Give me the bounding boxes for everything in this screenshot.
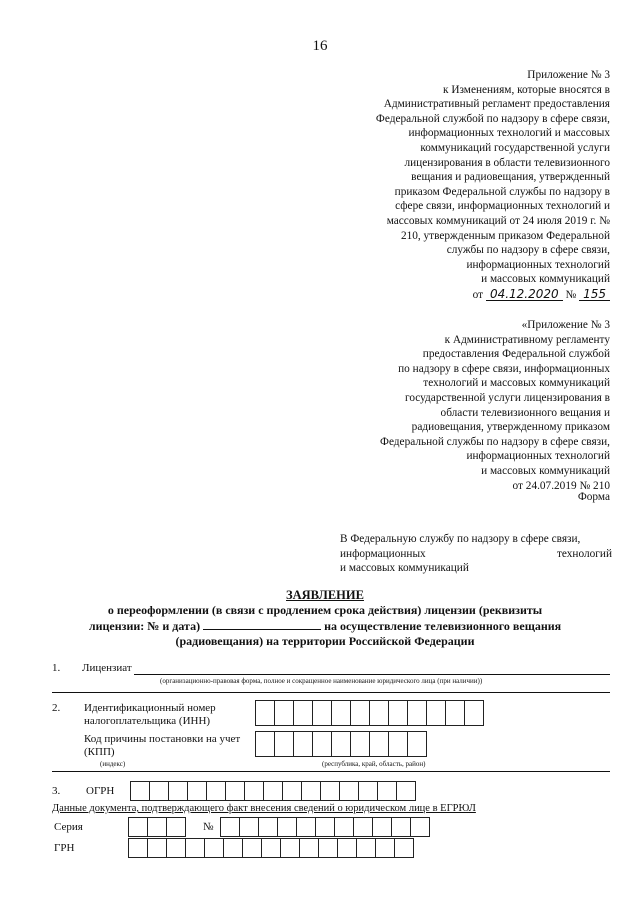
ogrn-cell[interactable]	[282, 781, 302, 801]
title-line-2	[40, 618, 610, 634]
grn-cell[interactable]	[204, 838, 224, 858]
kpp-label	[84, 733, 240, 759]
doc-number-cell[interactable]	[410, 817, 430, 837]
kpp-cell[interactable]	[255, 731, 275, 757]
addressee-word: технологий	[556, 547, 612, 560]
inn-label	[84, 702, 216, 728]
application-title	[40, 588, 610, 649]
license-details-blank[interactable]	[203, 618, 321, 630]
appendix-line: вещания и радиовещания, утвержденный	[411, 171, 610, 184]
handwritten-date: 04.12.2020	[486, 288, 563, 301]
ogrn-cell[interactable]	[320, 781, 340, 801]
series-input[interactable]	[128, 817, 185, 837]
grn-cell[interactable]	[223, 838, 243, 858]
licensee-label: Лицензиат	[82, 662, 132, 674]
kpp-cell[interactable]	[293, 731, 313, 757]
ogrn-cell[interactable]	[244, 781, 264, 801]
section-divider	[52, 692, 610, 693]
regulation-line: Федеральной службы по надзору в сфере связи,	[380, 435, 610, 448]
doc-number-cell[interactable]	[353, 817, 373, 837]
series-cell[interactable]	[147, 817, 167, 837]
inn-cell[interactable]	[350, 700, 370, 726]
ogrn-cell[interactable]	[358, 781, 378, 801]
doc-number-cell[interactable]	[258, 817, 278, 837]
addressee-block	[340, 532, 612, 576]
series-label: Серия	[54, 821, 83, 833]
page-number: 16	[312, 38, 328, 54]
inn-input[interactable]	[255, 700, 483, 726]
regulation-line: государственной услуги лицензирования в	[404, 391, 610, 404]
inn-label-line: Идентификационный номер	[84, 702, 216, 714]
grn-cell[interactable]	[318, 838, 338, 858]
inn-cell[interactable]	[331, 700, 351, 726]
appendix-line: к Изменениям, которые вносятся в	[443, 83, 610, 96]
ogrn-cell[interactable]	[130, 781, 150, 801]
ogrn-input[interactable]	[130, 781, 415, 801]
addressee-row	[340, 547, 612, 562]
grn-cell[interactable]	[185, 838, 205, 858]
form-label: Форма	[577, 491, 610, 503]
inn-cell[interactable]	[274, 700, 294, 726]
appendix-line: лицензирования в области телевизионного	[404, 156, 610, 169]
doc-number-cell[interactable]	[315, 817, 335, 837]
region-hint: (республика, край, область, район)	[322, 760, 426, 768]
doc-number-cell[interactable]	[296, 817, 316, 837]
doc-number-cell[interactable]	[220, 817, 240, 837]
appendix-line: и массовых коммуникаций	[481, 273, 610, 286]
number-sign: №	[565, 288, 577, 301]
appendix-line: Приложение № 3	[527, 69, 610, 81]
kpp-cell[interactable]	[407, 731, 427, 757]
title-line: о переоформлении (в связи с продлением срока действия) лицензии (реквизиты	[107, 603, 543, 617]
series-cell[interactable]	[166, 817, 186, 837]
kpp-cell[interactable]	[274, 731, 294, 757]
kpp-input[interactable]	[255, 731, 426, 757]
kpp-label-line: (КПП)	[84, 746, 115, 758]
appendix-regulation-block	[380, 318, 610, 493]
addressee-line: В Федеральную службу по надзору в сфере связи,	[340, 533, 581, 545]
kpp-cell[interactable]	[350, 731, 370, 757]
section2-number: 2.	[52, 702, 61, 714]
regulation-line: информационных технологий	[466, 450, 610, 463]
regulation-line: области телевизионного вещания и	[440, 406, 610, 419]
appendix-line: Административный регламент предоставления	[383, 98, 610, 111]
grn-cell[interactable]	[242, 838, 262, 858]
grn-label: ГРН	[54, 842, 75, 854]
inn-cell[interactable]	[407, 700, 427, 726]
title-part: на осуществление телевизионного вещания	[324, 619, 562, 633]
ogrn-cell[interactable]	[396, 781, 416, 801]
kpp-cell[interactable]	[369, 731, 389, 757]
title-part: лицензии: № и дата)	[88, 619, 201, 633]
regulation-line: радиовещания, утвержденному приказом	[411, 421, 610, 434]
appendix-line: коммуникаций государственной услуги	[420, 141, 610, 154]
inn-label-line: налогоплательщика (ИНН)	[84, 715, 211, 727]
inn-cell[interactable]	[312, 700, 332, 726]
kpp-cell[interactable]	[331, 731, 351, 757]
grn-input[interactable]	[128, 838, 413, 858]
appendix-line: информационных технологий и массовых	[408, 127, 610, 140]
appendix-line: сфере связи, информационных технологий и	[395, 200, 610, 213]
appendix-line: массовых коммуникаций от 24 июля 2019 г. №	[386, 214, 610, 227]
inn-cell[interactable]	[445, 700, 465, 726]
kpp-label-line: Код причины постановки на учет	[84, 733, 241, 745]
series-cell[interactable]	[128, 817, 148, 837]
regulation-line: и массовых коммуникаций	[481, 464, 610, 477]
grn-cell[interactable]	[394, 838, 414, 858]
regulation-line: технологий и массовых коммуникаций	[423, 377, 610, 390]
regulation-line: предоставления Федеральной службой	[422, 348, 610, 361]
egrul-note: Данные документа, подтверждающего факт внесения сведений о юридическом лице в ЕГРЮЛ	[52, 803, 476, 814]
regulation-line: по надзору в сфере связи, информационных	[398, 362, 610, 375]
ogrn-cell[interactable]	[301, 781, 321, 801]
index-hint: (индекс)	[100, 760, 126, 768]
kpp-cell[interactable]	[388, 731, 408, 757]
doc-number-cell[interactable]	[334, 817, 354, 837]
doc-number-input[interactable]	[220, 817, 429, 837]
section1-number: 1.	[52, 662, 61, 674]
inn-cell[interactable]	[426, 700, 446, 726]
addressee-word: информационных	[340, 547, 426, 560]
title-line: (радиовещания) на территории Российской Федерации	[175, 634, 475, 648]
grn-cell[interactable]	[375, 838, 395, 858]
appendix-line: 210, утвержденным приказом Федеральной	[400, 229, 610, 242]
ogrn-cell[interactable]	[339, 781, 359, 801]
doc-number-cell[interactable]	[277, 817, 297, 837]
ogrn-cell[interactable]	[206, 781, 226, 801]
grn-cell[interactable]	[337, 838, 357, 858]
grn-cell[interactable]	[147, 838, 167, 858]
grn-cell[interactable]	[166, 838, 186, 858]
grn-cell[interactable]	[356, 838, 376, 858]
grn-cell[interactable]	[280, 838, 300, 858]
ogrn-cell[interactable]	[263, 781, 283, 801]
ogrn-cell[interactable]	[149, 781, 169, 801]
ogrn-cell[interactable]	[187, 781, 207, 801]
regulation-line: к Административному регламенту	[444, 333, 610, 346]
section-divider	[52, 771, 610, 772]
appendix-line: Федеральной службой по надзору в сфере связи,	[375, 112, 610, 125]
inn-cell[interactable]	[255, 700, 275, 726]
regulation-line: от 24.07.2019 № 210	[512, 479, 610, 492]
from-label: от	[472, 288, 484, 301]
title-heading: ЗАЯВЛЕНИЕ	[286, 588, 364, 602]
grn-cell[interactable]	[128, 838, 148, 858]
ogrn-label: ОГРН	[86, 785, 115, 797]
ogrn-cell[interactable]	[225, 781, 245, 801]
addressee-line: и массовых коммуникаций	[340, 562, 469, 575]
appendix-line: службы по надзору в сфере связи,	[446, 244, 610, 257]
appendix-line: информационных технологий	[466, 258, 610, 271]
doc-number-cell[interactable]	[372, 817, 392, 837]
regulation-line: «Приложение № 3	[521, 319, 610, 331]
ogrn-cell[interactable]	[377, 781, 397, 801]
inn-cell[interactable]	[369, 700, 389, 726]
doc-number-cell[interactable]	[239, 817, 259, 837]
appendix-line: приказом Федеральной службы по надзору в	[394, 185, 610, 198]
inn-cell[interactable]	[464, 700, 484, 726]
appendix-changes-block	[376, 68, 610, 303]
ogrn-cell[interactable]	[168, 781, 188, 801]
order-date-line	[376, 288, 610, 303]
handwritten-number: 155	[579, 288, 610, 301]
kpp-cell[interactable]	[312, 731, 332, 757]
inn-cell[interactable]	[293, 700, 313, 726]
doc-number-label: №	[203, 821, 214, 833]
licensee-hint: (организационно-правовая форма, полное и сокращенное наименование юридического лица (при наличии))	[160, 677, 483, 685]
section3-number: 3.	[52, 785, 61, 797]
licensee-field-line[interactable]	[134, 674, 610, 675]
inn-cell[interactable]	[388, 700, 408, 726]
grn-cell[interactable]	[299, 838, 319, 858]
doc-number-cell[interactable]	[391, 817, 411, 837]
grn-cell[interactable]	[261, 838, 281, 858]
